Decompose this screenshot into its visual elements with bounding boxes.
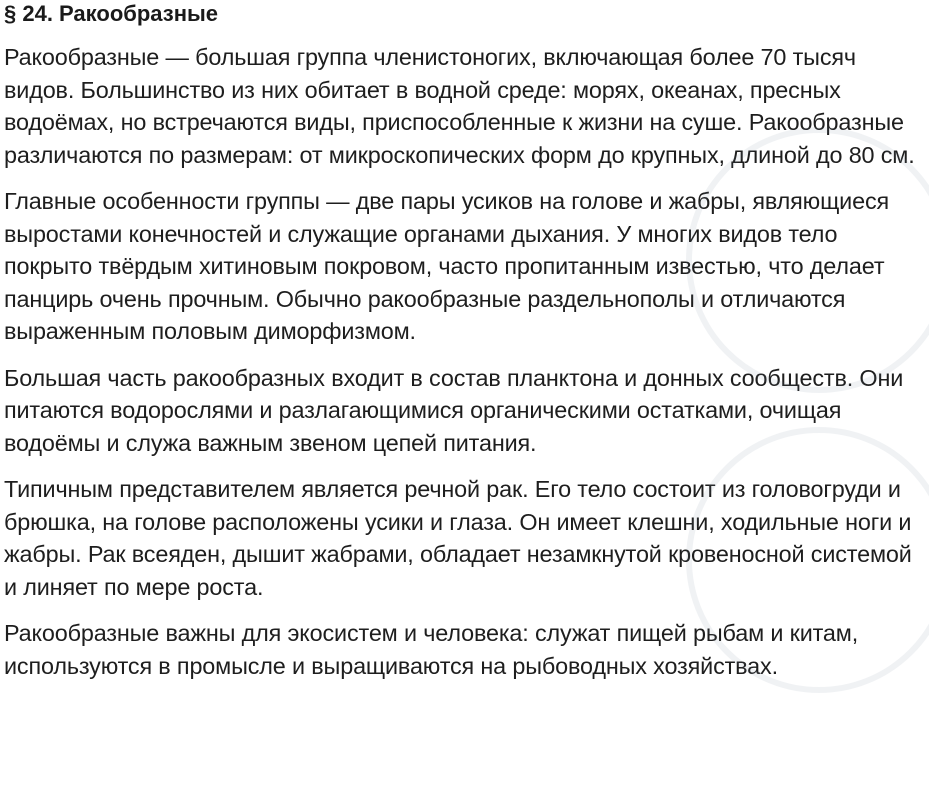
paragraph-4: Типичным представителем является речной рак. Его тело состоит из головогруди и брюшка, на голове расположены усики и глаза. Он имеет клешни, ходильные ноги и жабры. Рак всеяден, дышит жабрами, обладает незамкнутой кровеносной системой и линяет по мере роста. (4, 476, 912, 600)
paragraph-1: Ракообразные — большая группа членистоногих, включающая более 70 тысяч видов. Большинство из них обитает в водной среде: морях, океанах, пресных водоёмах, но встречаются виды, приспособленные к жизни на суше. Ракообразные различаются по размерам: от микроскопических форм до крупных, длиной до 80 см. (4, 44, 915, 168)
paragraph-3: Большая часть ракообразных входит в состав планктона и донных сообществ. Они питаются водорослями и разлагающимися органическими остатками, очищая водоёмы и служа важным звеном цепей питания. (4, 364, 904, 456)
paragraph-5: Ракообразные важны для экосистем и человека: служат пищей рыбам и китам, используются в промысле и выращиваются на рыбоводных хозяйствах. (4, 620, 859, 679)
section-title: § 24. Ракообразные (4, 1, 219, 26)
paragraph-2: Главные особенности группы — две пары усиков на голове и жабры, являющиеся выростами конечностей и служащие органами дыхания. У многих видов тело покрыто твёрдым хитиновым покровом, часто пропитанным известью, что делает панцирь очень прочным. Обычно ракообразные раздельнополы и отличаются выраженным половым диморфизмом. (4, 188, 890, 344)
